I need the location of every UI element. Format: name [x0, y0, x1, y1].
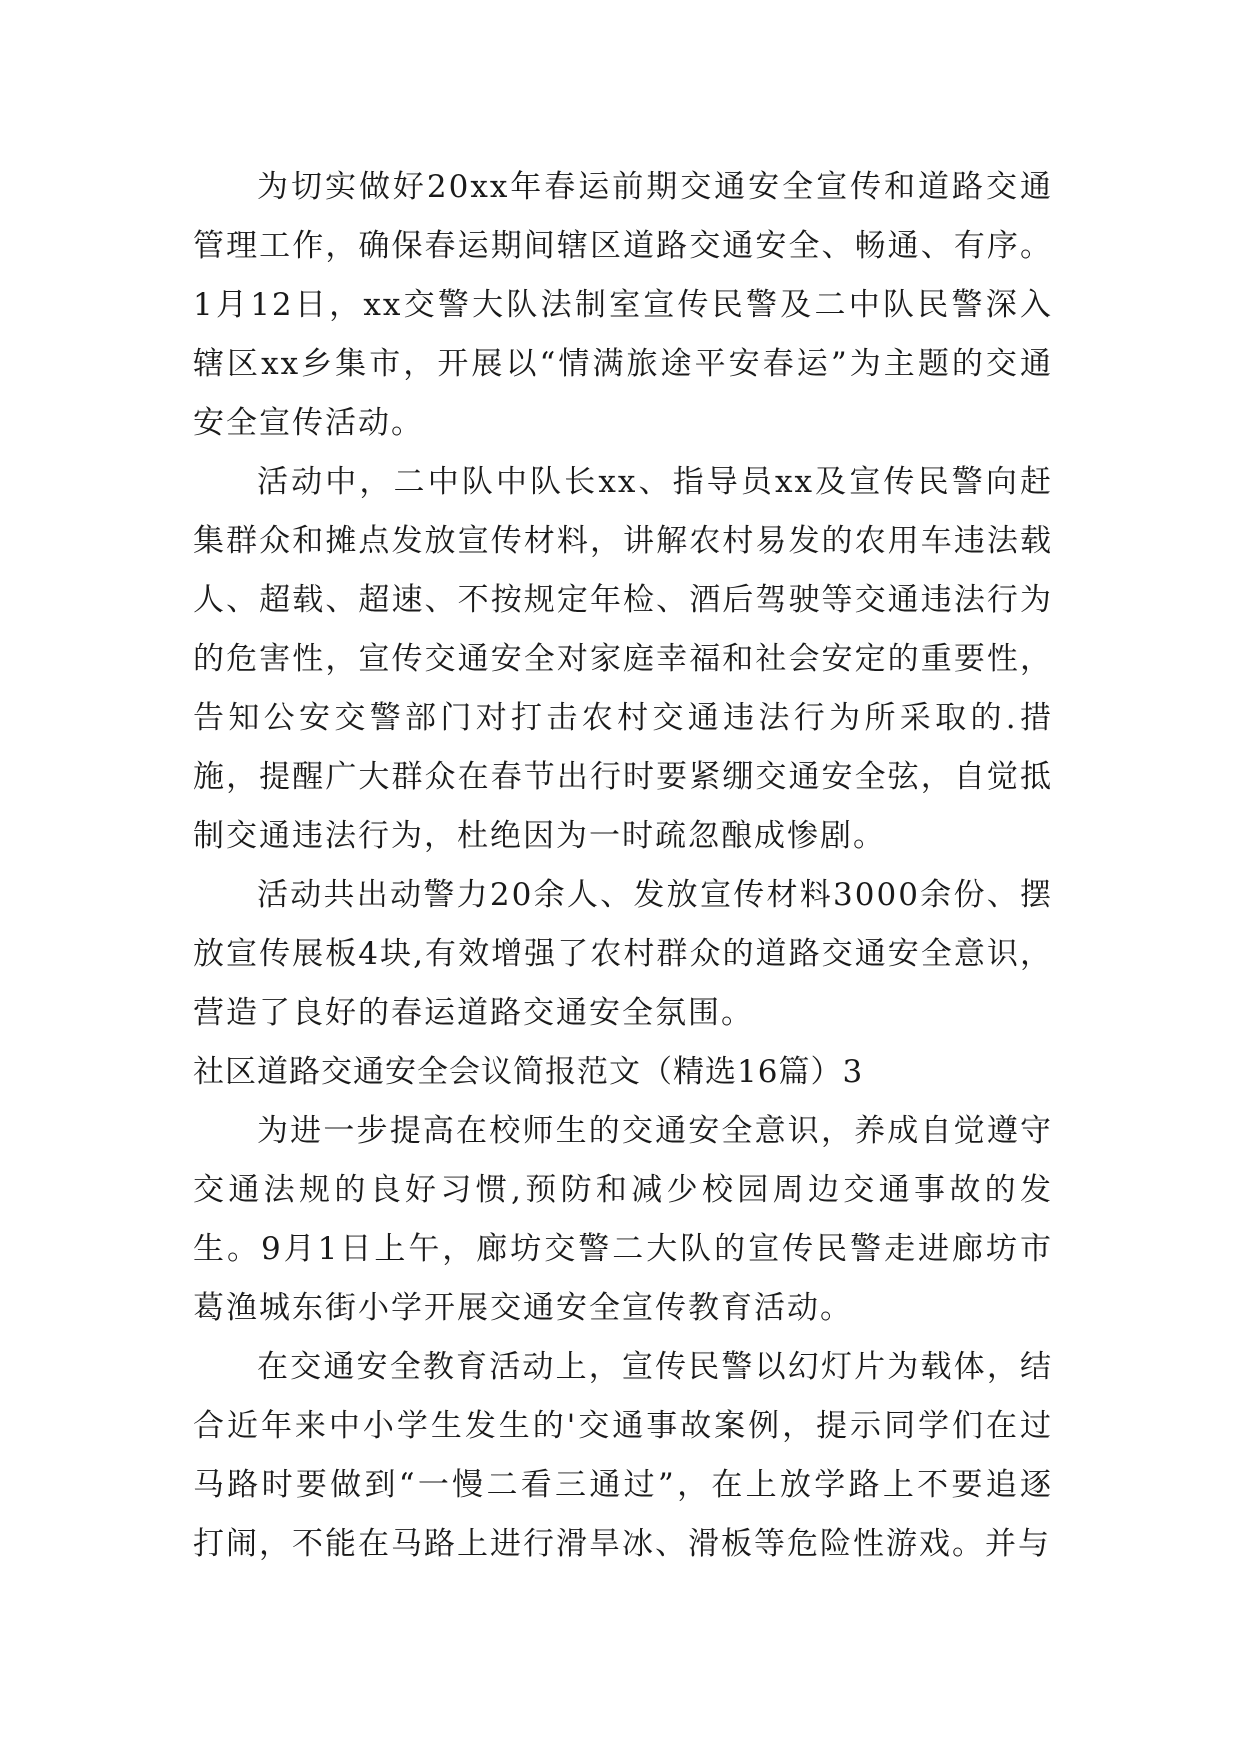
paragraph-school-education: 在交通安全教育活动上，宣传民警以幻灯片为载体，结合近年来中小学生发生的'交通事故案例，提示同学们在过马路时要做到“一慢二看三通过”，在上放学路上不要追逐打闹，不能在马路上进行滑旱冰、滑板等危险性游戏。并与	[193, 1349, 1053, 1562]
paragraph-activity-results: 活动共出动警力20余人、发放宣传材料3000余份、摆放宣传展板4块,有效增强了农村群众的道路交通安全意识，营造了良好的春运道路交通安全氛围。	[193, 877, 1053, 1031]
section-heading: 社区道路交通安全会议简报范文（精选16篇）3	[193, 1054, 864, 1090]
paragraph-activity-details: 活动中，二中队中队长xx、指导员xx及宣传民警向赶集群众和摊点发放宣传材料，讲解农村易发的农用车违法载人、超载、超速、不按规定年检、酒后驾驶等交通违法行为的危害性，宣传交通安全对家庭幸福和社会安定的重要性，告知公安交警部门对打击农村交通违法行为所采取的.措施，提醒广大群众在春节出行时要紧绷交通安全弦，自觉抵制交通违法行为，杜绝因为一时疏忽酿成惨剧。	[193, 464, 1053, 854]
paragraph-school-intro: 为进一步提高在校师生的交通安全意识，养成自觉遵守交通法规的良好习惯,预防和减少校园周边交通事故的发生。9月1日上午，廊坊交警二大队的宣传民警走进廊坊市葛渔城东街小学开展交通安全宣传教育活动。	[193, 1113, 1053, 1326]
paragraph-spring-transport-intro: 为切实做好20xx年春运前期交通安全宣传和道路交通管理工作，确保春运期间辖区道路交通安全、畅通、有序。1月12日，xx交警大队法制室宣传民警及二中队民警深入辖区xx乡集市，开展以“情满旅途平安春运”为主题的交通安全宣传活动。	[193, 169, 1053, 441]
document-page	[193, 158, 1053, 1574]
